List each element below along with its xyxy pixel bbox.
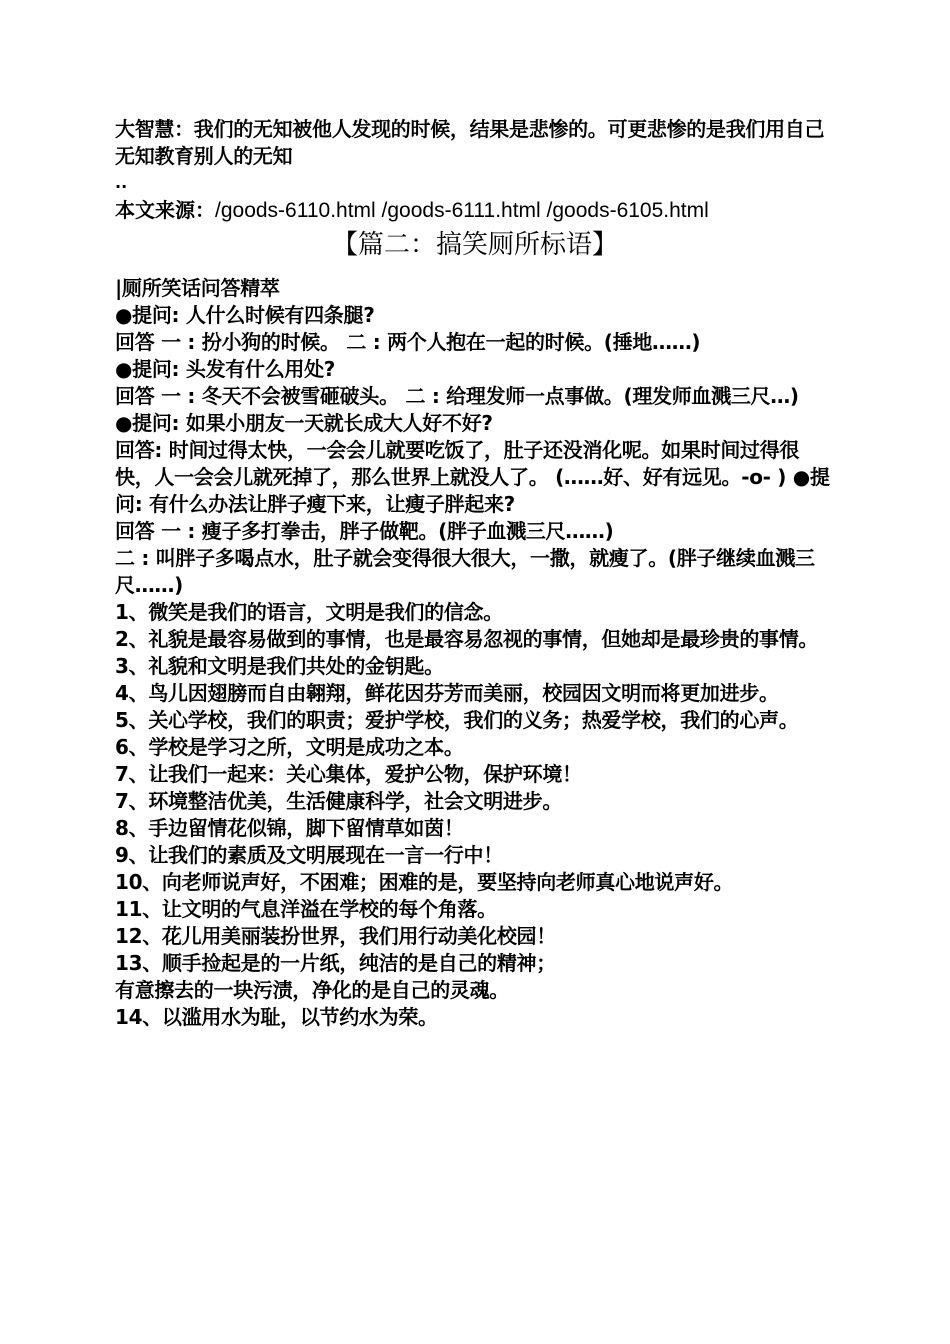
text-line: 二 : 叫胖子多喝点水，肚子就会变得很大很大，一撒，就瘦了。(胖子继续血溅三尺……) <box>115 546 815 597</box>
source-urls: /goods-6110.html /goods-6111.html /goods-6105.html <box>215 199 709 222</box>
section-title: 【篇二：搞笑厕所标语】 <box>331 230 618 260</box>
text-line: |厕所笑话问答精萃 <box>115 276 280 300</box>
text-line: 8、手边留情花似锦，脚下留情草如茵！ <box>115 816 464 840</box>
text-line: 10、向老师说声好，不困难；困难的是，要坚持向老师真心地说声好。 <box>115 870 734 894</box>
text-line: 13、顺手捡起是的一片纸，纯洁的是自己的精神； <box>115 951 556 975</box>
text-line: 14、以滥用水为耻，以节约水为荣。 <box>115 1005 438 1029</box>
text-line: 回答 一 : 扮小狗的时候。 二 : 两个人抱在一起的时候。(捶地……) <box>115 330 701 354</box>
text-line: 12、花儿用美丽装扮世界，我们用行动美化校园！ <box>115 924 556 948</box>
wisdom-text: 大智慧：我们的无知被他人发现的时候，结果是悲惨的。可更悲惨的是我们用自己无知教育别人的无知 <box>115 117 825 168</box>
text-line: 回答: 时间过得太快，一会会儿就要吃饭了，肚子还没消化呢。如果时间过得很快，人一会会儿就死掉了，那么世界上就没人了。 (……好、好有远见。-o- ) ●提问: 有什么办法让胖子瘦下来，让瘦子胖起来? <box>115 438 830 516</box>
text-line: 11、让文明的气息洋溢在学校的每个角落。 <box>115 897 497 921</box>
text-line: 回答 一 : 瘦子多打拳击，胖子做靶。(胖子血溅三尺……) <box>115 519 614 543</box>
ellipsis-text: .. <box>115 173 128 192</box>
text-line: 有意擦去的一块污渍，净化的是自己的灵魂。 <box>115 978 509 1002</box>
text-line: ●提问: 如果小朋友一天就长成大人好不好? <box>115 411 493 435</box>
text-line: 2、礼貌是最容易做到的事情，也是最容易忽视的事情，但她却是最珍贵的事情。 <box>115 627 819 651</box>
source-label: 本文来源： <box>115 198 215 222</box>
text-line: 9、让我们的素质及文明展现在一言一行中！ <box>115 843 503 867</box>
text-line: ●提问: 人什么时候有四条腿? <box>115 303 375 327</box>
text-line: 1、微笑是我们的语言，文明是我们的信念。 <box>115 600 503 624</box>
source-line <box>115 196 835 225</box>
text-line: 7、让我们一起来：关心集体，爱护公物，保护环境！ <box>115 762 582 786</box>
text-line: ●提问: 头发有什么用处? <box>115 357 336 381</box>
document-page <box>115 116 835 1031</box>
text-line: 4、鸟儿因翅膀而自由翱翔，鲜花因芬芳而美丽，校园因文明而将更加进步。 <box>115 681 779 705</box>
text-line: 5、关心学校，我们的职责；爱护学校，我们的义务；热爱学校，我们的心声。 <box>115 708 799 732</box>
text-line: 3、礼貌和文明是我们共处的金钥匙。 <box>115 654 444 678</box>
text-line: 7、环境整洁优美，生活健康科学，社会文明进步。 <box>115 789 563 813</box>
text-line: 回答 一 : 冬天不会被雪砸破头。 二 : 给理发师一点事做。(理发师血溅三尺…) <box>115 384 799 408</box>
text-line: 6、学校是学习之所，文明是成功之本。 <box>115 735 464 759</box>
